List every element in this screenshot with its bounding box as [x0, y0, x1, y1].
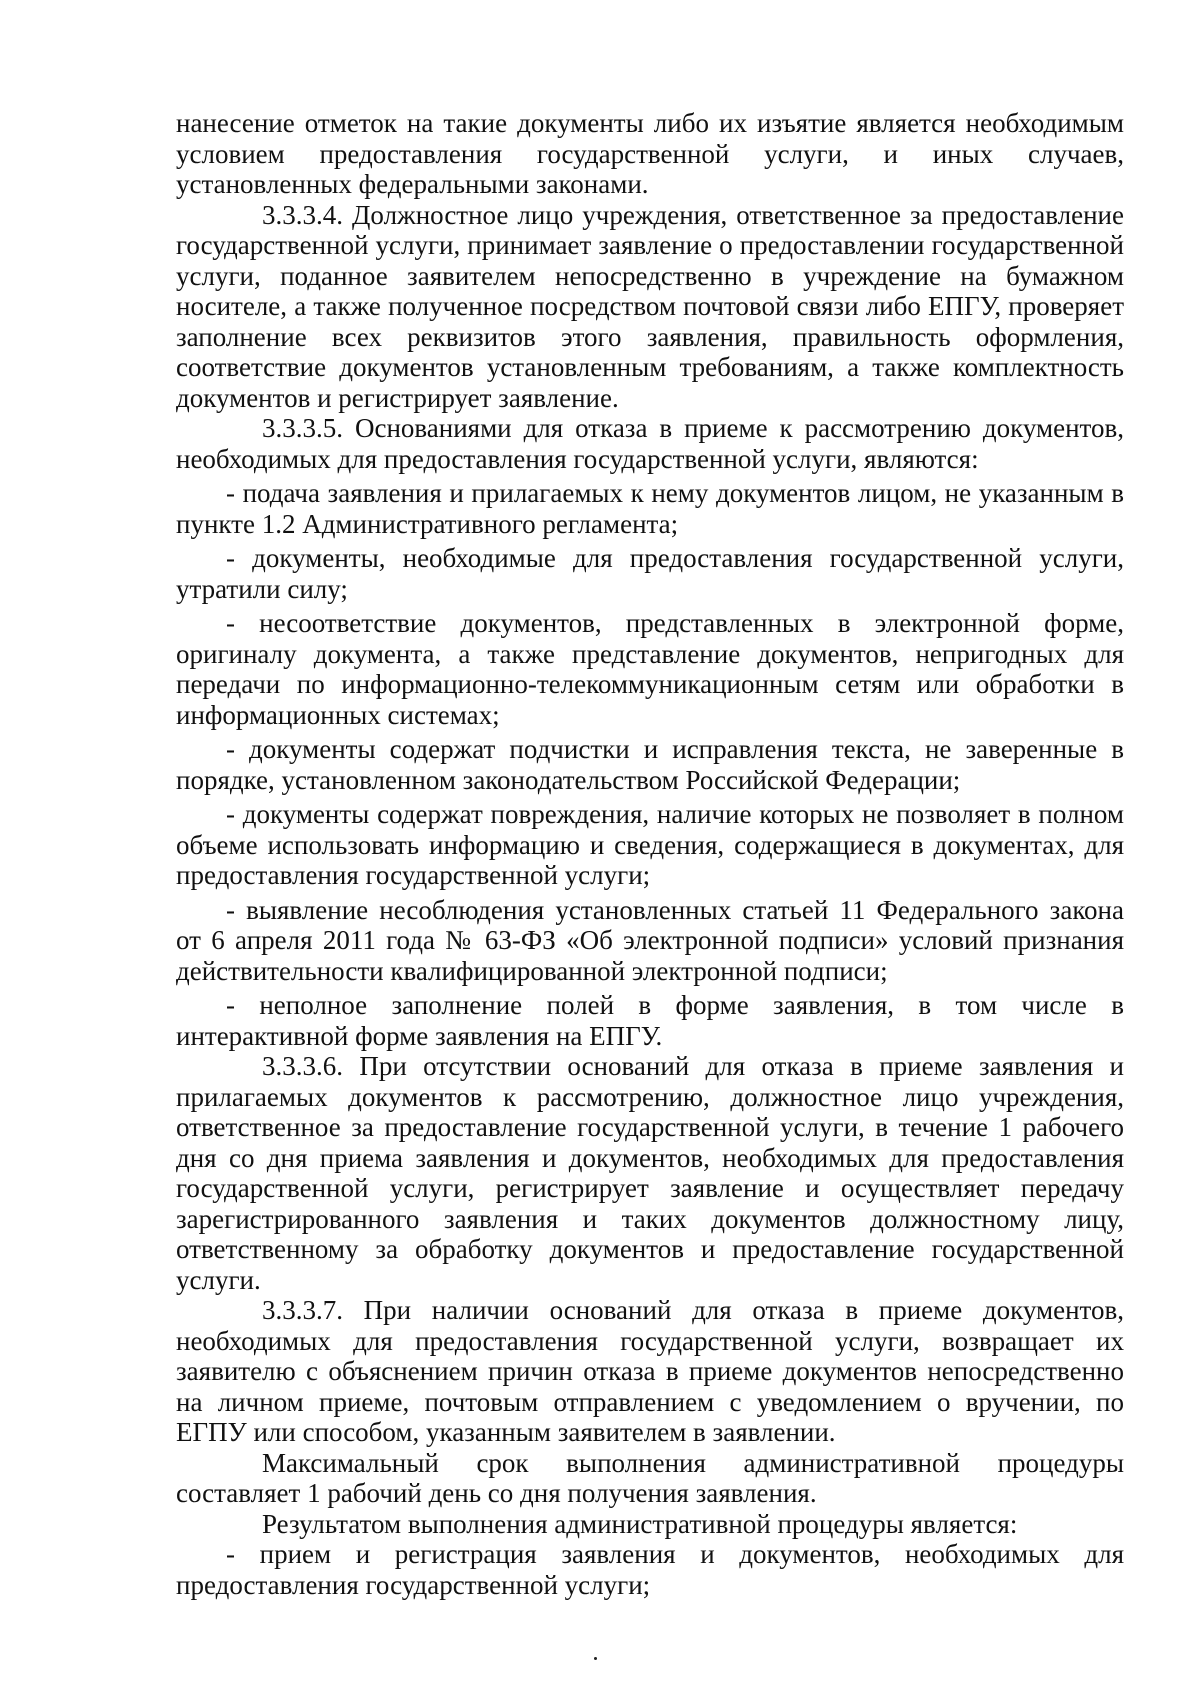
paragraph-3-3-3-7: 3.3.3.7. При наличии оснований для отказа в приеме документов, необходимых для предоставления государственной услуги, возвращает их заявителю с объяснением причин отказа в приеме документов непосредственно на личном приеме, почтовым отправлением с уведомлением о вручении, по ЕГПУ или способом, указанным заявителем в заявлении.: [176, 1295, 1124, 1447]
scan-artifact-dot: [594, 1657, 597, 1660]
document-body: [176, 108, 1124, 1600]
paragraph-continuation: нанесение отметок на такие документы либо их изъятие является необходимым условием предоставления государственной услуги, и иных случаев, установленных федеральными законами.: [176, 108, 1124, 199]
list-item-refusal-3: - несоответствие документов, представленных в электронной форме, оригиналу документа, а также представление документов, непригодных для передачи по информационно-телекоммуникационным сетям или обработки в информационных системах;: [176, 608, 1124, 730]
list-item-refusal-1: - подача заявления и прилагаемых к нему документов лицом, не указанным в пункте 1.2 Административного регламента;: [176, 478, 1124, 539]
paragraph-result: Результатом выполнения административной процедуры является:: [262, 1508, 1018, 1539]
list-item-refusal-6: - выявление несоблюдения установленных статьей 11 Федерального закона от 6 апреля 2011 года № 63-ФЗ «Об электронной подписи» условий признания действительности квалифицированной электронной подписи;: [176, 894, 1124, 986]
list-item-refusal-4: - документы содержат подчистки и исправления текста, не заверенные в порядке, установленном законодательством Российской Федерации;: [176, 734, 1124, 795]
paragraph-3-3-3-5: 3.3.3.5. Основаниями для отказа в приеме к рассмотрению документов, необходимых для предоставления государственной услуги, являются:: [176, 413, 1124, 474]
list-item-refusal-2: - документы, необходимые для предоставления государственной услуги, утратили силу;: [176, 543, 1124, 604]
list-item-refusal-7: - неполное заполнение полей в форме заявления, в том числе в интерактивной форме заявления на ЕПГУ.: [176, 990, 1124, 1051]
paragraph-max-term: Максимальный срок выполнения административной процедуры составляет 1 рабочий день со дня получения заявления.: [176, 1447, 1124, 1508]
list-item-refusal-5: - документы содержат повреждения, наличие которых не позволяет в полном объеме использовать информацию и сведения, содержащиеся в документах, для предоставления государственной услуги;: [176, 799, 1124, 890]
paragraph-3-3-3-6: 3.3.3.6. При отсутствии оснований для отказа в приеме заявления и прилагаемых документов к рассмотрению, должностное лицо учреждения, ответственное за предоставление государственной услуги, в течение 1 рабочего дня со дня приема заявления и документов, необходимых для предоставления государственной услуги, регистрирует заявление и осуществляет передачу зарегистрированного заявления и таких документов должностному лицу, ответственному за обработку документов и предоставление государственной услуги.: [176, 1051, 1124, 1295]
paragraph-3-3-3-4: 3.3.3.4. Должностное лицо учреждения, ответственное за предоставление государственной услуги, принимает заявление о предоставлении государственной услуги, поданное заявителем непосредственно в учреждение на бумажном носителе, а также полученное посредством почтовой связи либо ЕПГУ, проверяет заполнение всех реквизитов этого заявления, правильность оформления, соответствие документов установленным требованиям, а также комплектность документов и регистрирует заявление.: [176, 199, 1124, 413]
list-item-result-1: - прием и регистрация заявления и документов, необходимых для предоставления государственной услуги;: [176, 1539, 1124, 1600]
